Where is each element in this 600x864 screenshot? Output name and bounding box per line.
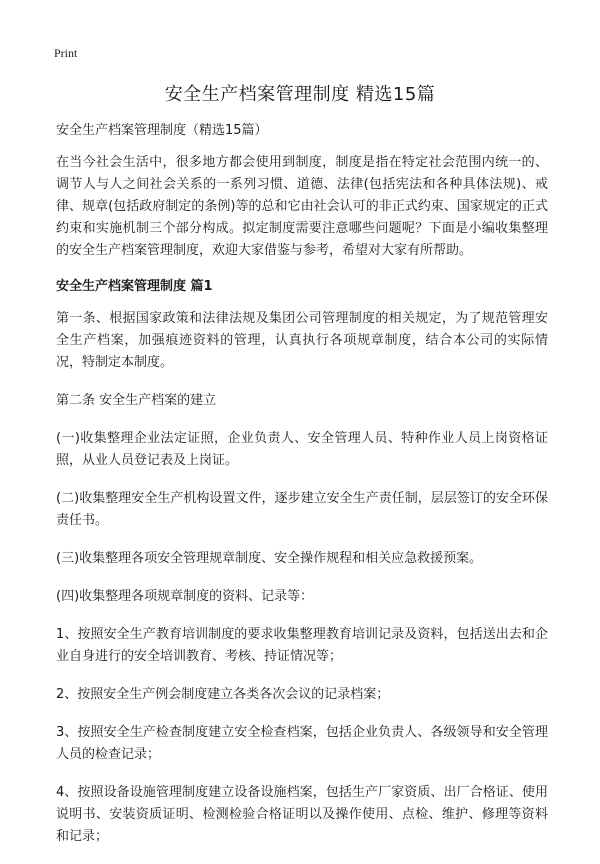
article-paragraph: 4、按照设备设施管理制度建立设备设施档案，包括生产厂家资质、出厂合格证、使用说明书、安装资质证明、检测检验合格证明以及操作使用、点检、维护、修理等资料和记录； <box>56 785 548 844</box>
article-paragraph: 第二条 安全生产档案的建立 <box>56 393 217 408</box>
article-paragraph: 2、按照安全生产例会制度建立各类各次会议的记录档案； <box>56 687 390 702</box>
document-body <box>56 120 548 864</box>
section-heading: 安全生产档案管理制度 篇1 <box>56 279 213 294</box>
article-paragraph: (四)收集整理各项规章制度的资料、记录等： <box>56 589 314 604</box>
article-paragraph: (三)收集整理各项安全管理规章制度、安全操作规程和相关应急救援预案。 <box>56 551 483 566</box>
intro-paragraph: 在当今社会生活中，很多地方都会使用到制度，制度是指在特定社会范围内统一的、调节人与人之间社会关系的一系列习惯、道德、法律(包括宪法和各种具体法规)、戒律、规章(包括政府制定的条例)等的总和它由社会认可的非正式约束、国家规定的正式约束和实施机制三个部分构成。拟定制度需要注意哪些问题呢？下面是小编收集整理的安全生产档案管理制度，欢迎大家借鉴与参考，希望对大家有所帮助。 <box>56 155 548 258</box>
article-paragraph: 3、按照安全生产检查制度建立安全检查档案，包括企业负责人、各级领导和安全管理人员的检查记录； <box>56 725 548 762</box>
article-paragraph: (二)收集整理安全生产机构设置文件，逐步建立安全生产责任制，层层签订的安全环保责任书。 <box>56 491 548 528</box>
article-paragraph: 第一条、根据国家政策和法律法规及集团公司管理制度的相关规定，为了规范管理安全生产档案，加强痕迹资料的管理，认真执行各项规章制度，结合本公司的实际情况，特制定本制度。 <box>56 311 548 370</box>
article-paragraph: 1、按照安全生产教育培训制度的要求收集整理教育培训记录及资料，包括送出去和企业自身进行的安全培训教育、考核、持证情况等； <box>56 627 548 664</box>
print-link[interactable]: Print <box>54 46 78 60</box>
document-subtitle: 安全生产档案管理制度（精选15篇） <box>56 123 268 138</box>
article-paragraph: (一)收集整理企业法定证照，企业负责人、安全管理人员、特种作业人员上岗资格证照，从业人员登记表及上岗证。 <box>56 431 548 468</box>
page-title: 安全生产档案管理制度 精选15篇 <box>164 84 436 105</box>
